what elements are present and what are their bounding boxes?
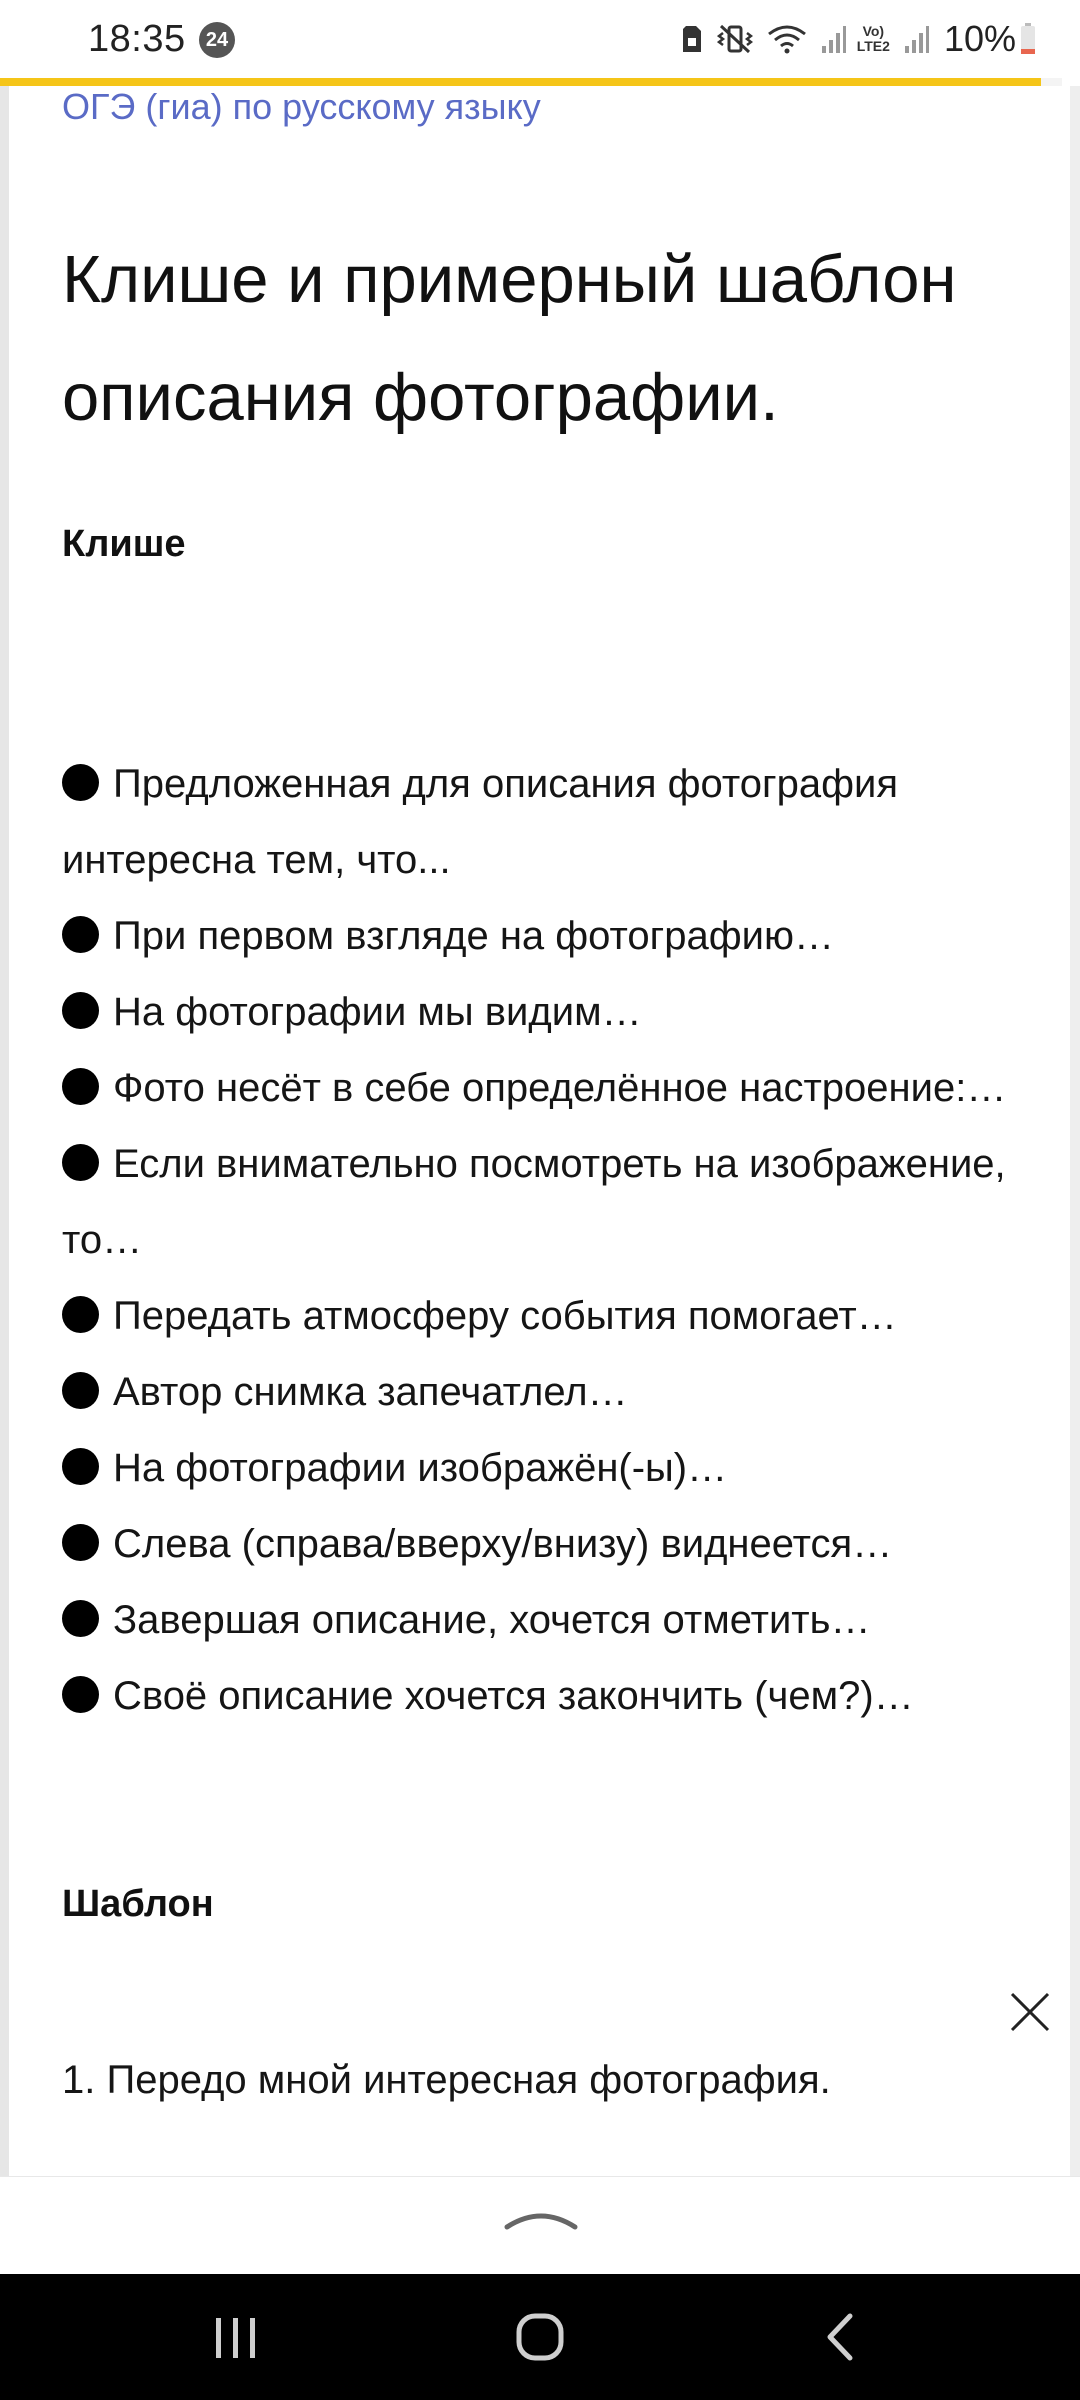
bullet-icon [62, 1448, 99, 1485]
cliche-text: При первом взгляде на фотографию… [113, 914, 834, 958]
bullet-icon [62, 992, 99, 1029]
status-time: 18:35 [88, 18, 186, 60]
close-icon [1006, 1988, 1054, 2036]
bullet-icon [62, 1372, 99, 1409]
list-item [62, 898, 1022, 974]
signal-icon [821, 24, 847, 54]
list-item [62, 1430, 1022, 1506]
status-bar [0, 0, 1080, 78]
bullet-icon [62, 1524, 99, 1561]
page-title: Клише и примерный шаблон описания фотографии. [62, 242, 957, 435]
list-item [62, 1050, 1022, 1126]
cliche-heading: Клише [62, 523, 186, 565]
list-item [62, 1126, 1022, 1278]
page-frame-right [1070, 86, 1080, 2176]
list-item [62, 974, 1022, 1050]
bullet-icon [62, 1600, 99, 1637]
recent-apps-icon [196, 2304, 276, 2370]
cliche-text: Завершая описание, хочется отметить… [113, 1598, 871, 1642]
cliche-text: На фотографии изображён(-ы)… [113, 1446, 728, 1490]
cliche-text: Автор снимка запечатлел… [113, 1370, 628, 1414]
cliche-text: Если внимательно посмотреть на изображение, то… [62, 1142, 1006, 1262]
template-heading: Шаблон [62, 1883, 214, 1925]
home-button[interactable] [500, 2304, 580, 2370]
sim-icon [681, 24, 703, 54]
list-item [62, 1658, 1022, 1734]
breadcrumb-link[interactable]: ОГЭ (гиа) по русскому языку [62, 86, 541, 127]
chevron-up-icon[interactable] [503, 2207, 579, 2233]
close-button[interactable] [1006, 1988, 1054, 2036]
list-item [62, 1506, 1022, 1582]
battery-percentage: 10% [943, 18, 1016, 59]
bullet-icon [62, 1068, 99, 1105]
cliche-text: Предложенная для описания фотография интересна тем, что... [62, 762, 899, 882]
vibrate-mute-icon [717, 24, 753, 54]
bullet-icon [62, 916, 99, 953]
template-line: 1. Передо мной интересная фотография. [62, 2058, 831, 2102]
home-icon [500, 2304, 580, 2370]
bullet-icon [62, 1144, 99, 1181]
cliche-text: Фото несёт в себе определённое настроение:… [113, 1066, 1007, 1110]
status-icons [667, 14, 1036, 64]
system-nav-bar [0, 2274, 1080, 2400]
back-icon [800, 2304, 880, 2370]
back-button[interactable] [800, 2304, 880, 2370]
page-frame-left [0, 86, 9, 2176]
cliche-text: Слева (справа/вверху/внизу) виднеется… [113, 1522, 893, 1566]
bottom-sheet-bar[interactable] [0, 2176, 1080, 2275]
page-load-progress [0, 78, 1062, 86]
network-label-bottom: LTE2 [856, 38, 890, 54]
list-item [62, 746, 1022, 898]
bullet-icon [62, 1296, 99, 1333]
bullet-icon [62, 764, 99, 801]
wifi-icon [767, 24, 807, 54]
list-item [62, 1582, 1022, 1658]
list-item [62, 1354, 1022, 1430]
bullet-icon [62, 1676, 99, 1713]
notification-count-badge: 24 [199, 22, 235, 58]
signal-icon-2 [904, 24, 930, 54]
page-load-progress-fill [0, 78, 1041, 86]
cliche-text: Передать атмосферу события помогает… [113, 1294, 897, 1338]
cliche-list [62, 746, 1022, 1734]
network-label-top: Vo) [862, 23, 885, 39]
battery-icon [1020, 23, 1036, 55]
volte-icon [857, 24, 890, 54]
list-item [62, 1278, 1022, 1354]
recent-apps-button[interactable] [196, 2304, 276, 2370]
cliche-text: Своё описание хочется закончить (чем?)… [113, 1674, 914, 1718]
cliche-text: На фотографии мы видим… [113, 990, 642, 1034]
